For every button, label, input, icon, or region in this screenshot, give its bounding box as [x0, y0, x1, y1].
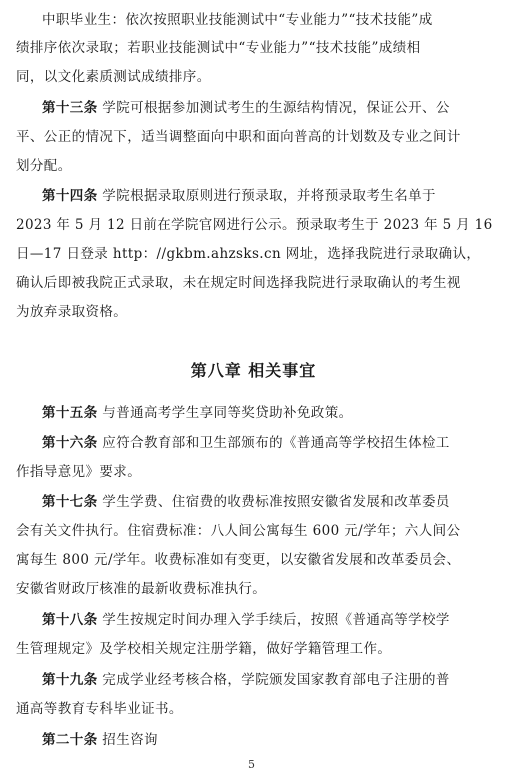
text-line: 同，以文化素质测试成绩排序。 — [16, 69, 211, 85]
text-line: 会有关文件执行。住宿费标准：八人间公寓每生 600 元/学年；六人间公 — [16, 523, 461, 539]
text-line: 绩排序依次录取；若职业技能测试中“专业能力”“技术技能”成绩相 — [16, 40, 421, 56]
article-15: 第十五条 与普通高考学生享同等奖贷助补免政策。 — [42, 405, 353, 421]
text-line: 为放弃录取资格。 — [16, 304, 128, 320]
text-line: 作指导意见》要求。 — [16, 464, 142, 480]
text-line: 确认后即被我院正式录取，未在规定时间选择我院进行录取确认的考生视 — [16, 275, 461, 291]
chapter-heading: 第八章 相关事宜 — [190, 361, 317, 380]
text-line: 生管理规定》及学校相关规定注册学籍，做好学籍管理工作。 — [16, 641, 392, 657]
text-line: 日—17 日登录 http：//gkbm.ahzsks.cn 网址，选择我院进行录取确认， — [16, 246, 481, 262]
text-line: 中职毕业生：依次按照职业技能测试中“专业能力”“技术技能”成 — [42, 12, 433, 28]
article-19: 第十九条 完成学业经考核合格，学院颁发国家教育部电子注册的普 — [42, 672, 450, 688]
article-16: 第十六条 应符合教育部和卫生部颁布的《普通高等学校招生体检工 — [42, 435, 450, 451]
text-line: 安徽省财政厅核准的最新收费标准执行。 — [16, 581, 267, 597]
article-17: 第十七条 学生学费、住宿费的收费标准按照安徽省发展和改革委员 — [42, 494, 450, 510]
text-line: 平、公正的情况下，适当调整面向中职和面向普高的计划数及专业之间计 — [16, 129, 461, 145]
article-13: 第十三条 学院可根据参加测试考生的生源结构情况，保证公开、公 — [42, 100, 450, 116]
page-number: 5 — [248, 758, 255, 771]
article-18: 第十八条 学生按规定时间办理入学手续后，按照《普通高等学校学 — [42, 612, 450, 628]
text-line: 寓每生 800 元/学年。收费标准如有变更，以安徽省发展和改革委员会、 — [16, 552, 461, 568]
article-20: 第二十条 招生咨询 — [42, 732, 158, 748]
article-14: 第十四条 学院根据录取原则进行预录取，并将预录取考生名单于 — [42, 188, 436, 204]
text-line: 划分配。 — [16, 158, 72, 174]
text-line: 2023 年 5 月 12 日前在学院官网进行公示。预录取考生于 2023 年 5 月 16 — [16, 217, 493, 233]
text-line: 通高等教育专科毕业证书。 — [16, 701, 183, 717]
